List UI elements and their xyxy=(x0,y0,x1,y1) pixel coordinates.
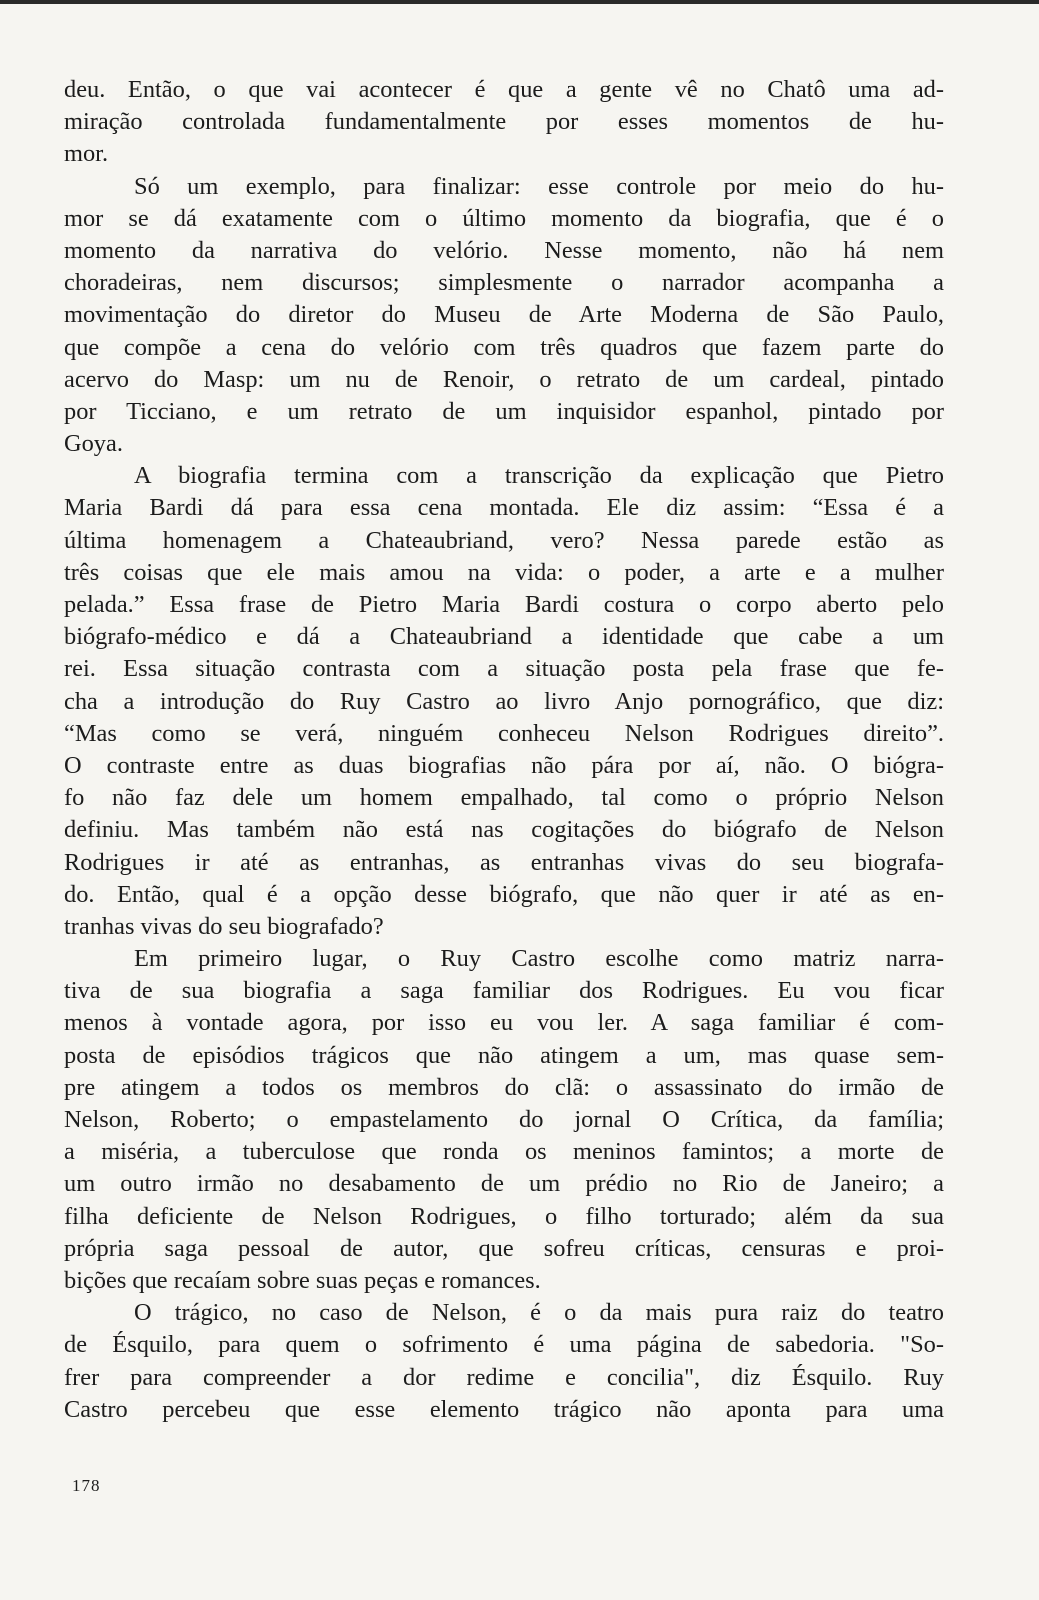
text-line: momento da narrativa do velório. Nesse momento, não há nem xyxy=(64,236,944,264)
text-line: posta de episódios trágicos que não atingem a um, mas quase sem- xyxy=(64,1041,944,1069)
text-line: pelada.” Essa frase de Pietro Maria Bardi costura o corpo aberto pelo xyxy=(64,591,944,618)
text-line: miração controlada fundamentalmente por esses momentos de hu- xyxy=(64,108,944,136)
text-line: “Mas como se verá, ninguém conheceu Nelson Rodrigues direito”. xyxy=(64,719,944,747)
text-line: Rodrigues ir até as entranhas, as entranhas vivas do seu biografa- xyxy=(64,848,944,876)
text-line: três coisas que ele mais amou na vida: o poder, a arte e a mulher xyxy=(64,558,944,586)
text-line: movimentação do diretor do Museu de Arte Moderna de São Paulo, xyxy=(64,301,944,329)
page-body-text xyxy=(64,74,944,1426)
text-line: rei. Essa situação contrasta com a situação posta pela frase que fe- xyxy=(64,655,944,683)
text-line: última homenagem a Chateaubriand, vero? Nessa parede estão as xyxy=(64,526,944,554)
text-line: Nelson, Roberto; o empastelamento do jornal O Crítica, da família; xyxy=(64,1106,944,1133)
text-line: por Ticciano, e um retrato de um inquisidor espanhol, pintado por xyxy=(64,397,944,425)
text-line: A biografia termina com a transcrição da explicação que Pietro xyxy=(134,462,944,490)
text-line: deu. Então, o que vai acontecer é que a gente vê no Chatô uma ad- xyxy=(64,76,944,103)
text-line: definiu. Mas também não está nas cogitações do biógrafo de Nelson xyxy=(64,816,944,844)
text-line: biógrafo-médico e dá a Chateaubriand a identidade que cabe a um xyxy=(64,623,944,651)
text-line: Em primeiro lugar, o Ruy Castro escolhe como matriz narra- xyxy=(134,945,944,973)
text-line: choradeiras, nem discursos; simplesmente o narrador acompanha a xyxy=(64,269,944,297)
text-line: Só um exemplo, para finalizar: esse controle por meio do hu- xyxy=(134,172,944,200)
text-line: Castro percebeu que esse elemento trágico não aponta para uma xyxy=(64,1395,944,1423)
page-top-edge xyxy=(0,0,1039,4)
text-line: a miséria, a tuberculose que ronda os meninos famintos; a morte de xyxy=(64,1138,944,1166)
text-line: mor se dá exatamente com o último momento da biografia, que é o xyxy=(64,204,944,232)
text-line: O contraste entre as duas biografias não pára por aí, não. O biógra- xyxy=(64,751,944,779)
text-line: tiva de sua biografia a saga familiar dos Rodrigues. Eu vou ficar xyxy=(64,977,944,1005)
text-line: pre atingem a todos os membros do clã: o assassinato do irmão de xyxy=(64,1073,944,1101)
text-line: acervo do Masp: um nu de Renoir, o retrato de um cardeal, pintado xyxy=(64,365,944,393)
text-line: de Ésquilo, para quem o sofrimento é uma página de sabedoria. "So- xyxy=(64,1331,944,1359)
page-number: 178 xyxy=(72,1476,101,1495)
text-line: frer para compreender a dor redime e concilia", diz Ésquilo. Ruy xyxy=(64,1363,944,1391)
text-line: O trágico, no caso de Nelson, é o da mais pura raiz do teatro xyxy=(134,1299,944,1327)
text-line: um outro irmão no desabamento de um prédio no Rio de Janeiro; a xyxy=(64,1170,944,1198)
text-line: própria saga pessoal de autor, que sofreu críticas, censuras e proi- xyxy=(64,1234,944,1262)
text-line: menos à vontade agora, por isso eu vou ler. A saga familiar é com- xyxy=(64,1009,944,1037)
text-line: tranhas vivas do seu biografado? xyxy=(64,912,384,940)
text-line: bições que recaíam sobre suas peças e romances. xyxy=(64,1266,541,1294)
text-line: fo não faz dele um homem empalhado, tal como o próprio Nelson xyxy=(64,784,944,812)
text-line: mor. xyxy=(64,140,109,168)
text-line: Maria Bardi dá para essa cena montada. Ele diz assim: “Essa é a xyxy=(64,494,944,522)
text-line: Goya. xyxy=(64,430,123,458)
text-line: que compõe a cena do velório com três quadros que fazem parte do xyxy=(64,333,944,361)
text-line: cha a introdução do Ruy Castro ao livro Anjo pornográfico, que diz: xyxy=(64,687,944,715)
text-line: do. Então, qual é a opção desse biógrafo, que não quer ir até as en- xyxy=(64,880,944,908)
text-line: filha deficiente de Nelson Rodrigues, o filho torturado; além da sua xyxy=(64,1202,944,1230)
